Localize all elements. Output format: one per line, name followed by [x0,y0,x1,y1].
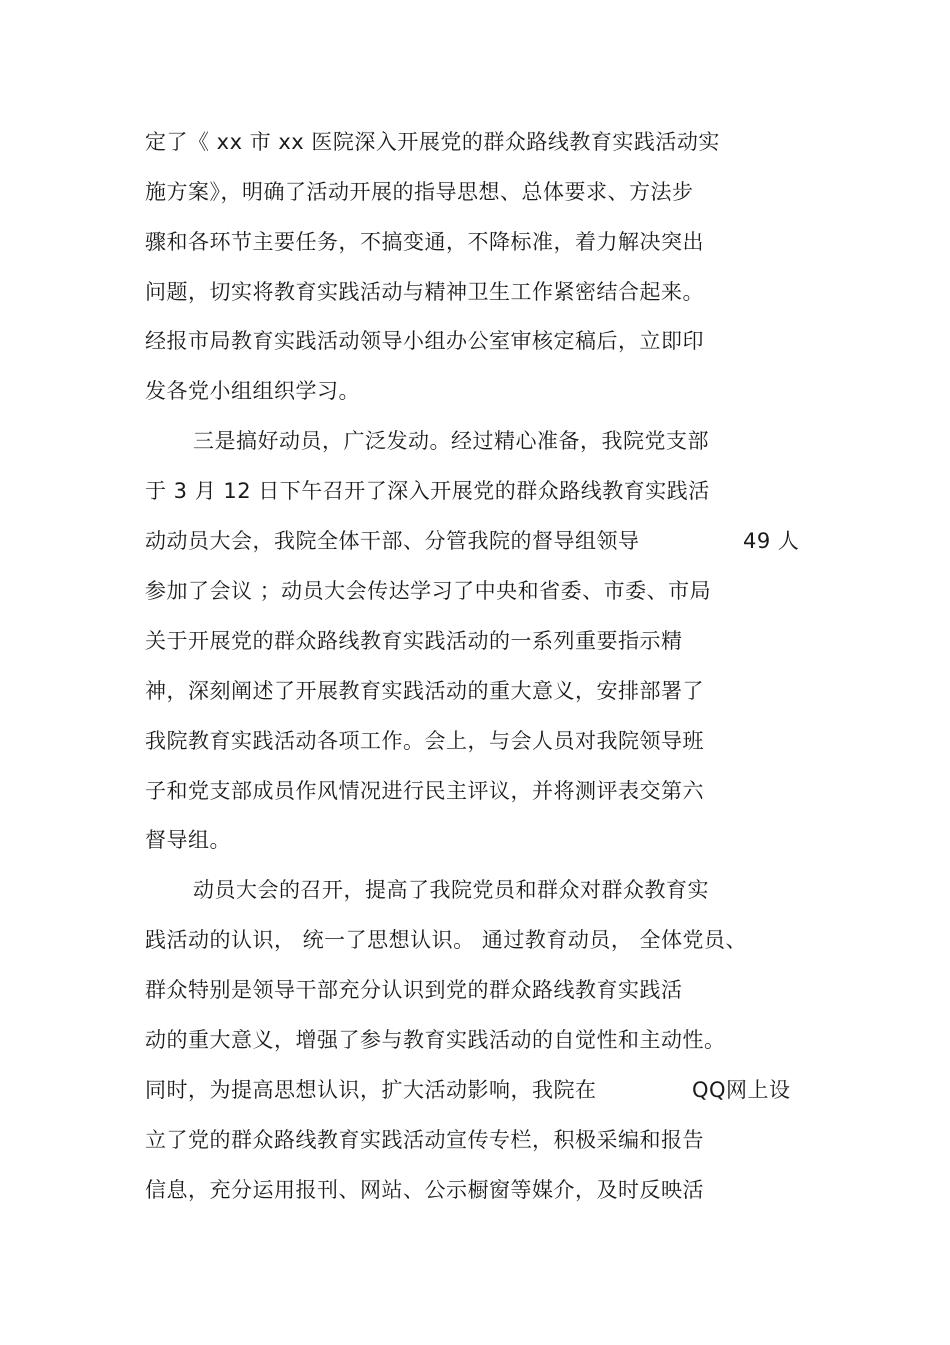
text-line-14: 子和党支部成员作风情况进行民主评议，并将测评表交第六 [145,779,704,803]
text-line-20-end: QQ网上设 [692,1078,791,1102]
text-line-20-main: 同时，为提高思想认识，扩大活动影响，我院在 [145,1078,597,1102]
text-line-4: 问题，切实将教育实践活动与精神卫生工作紧密结合起来。 [145,280,704,304]
text-line-5: 经报市局教育实践活动领导小组办公室审核定稿后，立即印 [145,329,704,353]
paragraph-start-line: 三是搞好动员，广泛发动。经过精心准备，我院党支部 [193,429,709,453]
text-line-15: 督导组。 [145,828,231,852]
text-line-17: 践活动的认识， 统一了思想认识。 通过教育动员， 全体党员、 [145,928,748,952]
text-line-3: 骤和各环节主要任务，不搞变通，不降标准，着力解决突出 [145,230,704,254]
text-line-2: 施方案》，明确了活动开展的指导思想、总体要求、方法步 [145,180,694,204]
paragraph-start-line-2: 动员大会的召开，提高了我院党员和群众对群众教育实 [193,878,709,902]
text-line-12: 神，深刻阐述了开展教育实践活动的重大意义，安排部署了 [145,679,704,703]
text-line-6: 发各党小组组织学习。 [145,379,360,403]
text-line-9-count: 49 人 [743,529,800,553]
text-line-18: 群众特别是领导干部充分认识到党的群众路线教育实践活 [145,978,683,1002]
text-line-1: 定了《 xx 市 xx 医院深入开展党的群众路线教育实践活动实 [145,130,720,154]
text-line-21: 立了党的群众路线教育实践活动宣传专栏，积极采编和报告 [145,1128,704,1152]
text-line-11: 关于开展党的群众路线教育实践活动的一系列重要指示精 [145,629,683,653]
text-line-8: 于 3 月 12 日下午召开了深入开展党的群众路线教育实践活 [145,479,710,503]
text-line-20 [145,1075,815,1105]
text-line-19: 动的重大意义，增强了参与教育实践活动的自觉性和主动性。 [145,1028,726,1052]
text-line-10: 参加了会议 ；动员大会传达学习了中央和省委、市委、市局 [145,579,712,603]
text-line-22: 信息，充分运用报刊、网站、公示橱窗等媒介，及时反映活 [145,1178,704,1202]
text-line-13: 我院教育实践活动各项工作。会上，与会人员对我院领导班 [145,729,704,753]
text-line-9-main: 动动员大会，我院全体干部、分管我院的督导组领导 [145,529,640,553]
text-line-9 [145,526,815,556]
